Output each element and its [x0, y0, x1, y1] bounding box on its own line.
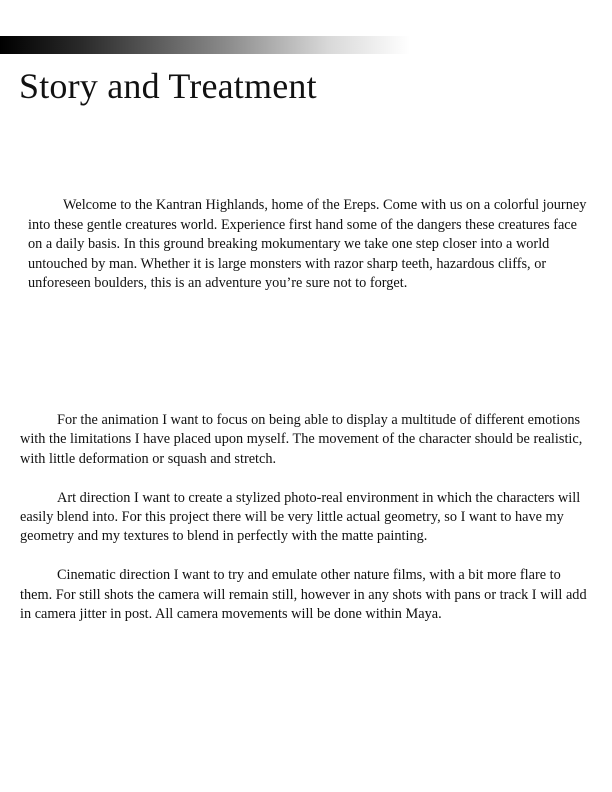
page-title: Story and Treatment	[19, 66, 317, 106]
cinematic-direction-paragraph: Cinematic direction I want to try and emulate other nature films, with a bit more flare to them. For still shots the camera will remain still, however in any shots with pans or track I will add in camera jitter in post. All camera movements will be done within Maya.	[20, 567, 587, 623]
art-direction-paragraph: Art direction I want to create a stylized photo-real environment in which the characters will easily blend into. For this project there will be very little actual geometry, so I want to have my geometry and my textures to blend in perfectly with the matte painting.	[20, 489, 581, 545]
treatment-body	[20, 411, 595, 644]
intro-paragraph: Welcome to the Kantran Highlands, home of the Ereps. Come with us on a colorful journey into these gentle creatures world. Experience first hand some of the dangers these creatures face on a daily basis. In this ground breaking mokumentary we take one step closer into a world untouched by man. Whether it is large monsters with razor sharp teeth, hazardous cliffs, or unforeseen boulders, this is an adventure you’re sure not to forget.	[28, 197, 587, 292]
animation-paragraph: For the animation I want to focus on being able to display a multitude of different emotions with the limitations I have placed upon myself. The movement of the character should be realistic, with little deformation or squash and stretch.	[20, 412, 583, 467]
header-gradient-bar	[0, 36, 410, 54]
